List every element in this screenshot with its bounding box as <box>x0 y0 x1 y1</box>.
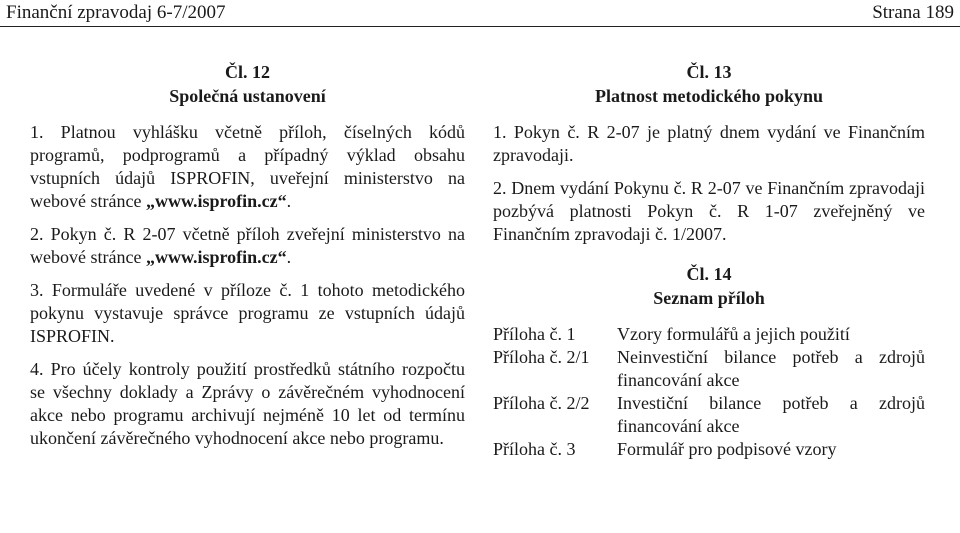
article-13-title: Platnost metodického pokynu <box>594 86 824 106</box>
item-text-end: . <box>286 247 292 267</box>
website-link: „www.isprofin.cz“ <box>145 247 287 267</box>
item-text-end: . <box>286 191 292 211</box>
website-link: „www.isprofin.cz“ <box>145 191 287 211</box>
left-column <box>30 60 465 450</box>
article-12-title: Společná ustanovení <box>169 86 326 106</box>
item-text: 1. Platnou vyhlášku včetně příloh, číselných kódů programů, podprogramů a případný výklad obsahu vstupních údajů ISPROFIN, uveřejní ministerstvo na webové stránce <box>30 122 465 211</box>
article-13-number: Čl. 13 <box>686 62 732 82</box>
article-13-item-1: 1. Pokyn č. R 2-07 je platný dnem vydání ve Finančním zpravodaji. <box>493 122 925 165</box>
article-14-title: Seznam příloh <box>653 288 765 308</box>
attachment-label: Příloha č. 3 <box>493 439 576 459</box>
page-header <box>0 0 960 27</box>
right-column <box>493 60 925 461</box>
attachment-description: Vzory formulářů a jejich použití <box>617 324 850 344</box>
attachment-row <box>493 346 925 392</box>
attachment-label: Příloha č. 1 <box>493 324 576 344</box>
attachment-row <box>493 323 925 346</box>
item-text: 2. Pokyn č. R 2-07 včetně příloh zveřejní ministerstvo na webové stránce <box>30 224 465 267</box>
attachments-list <box>493 323 925 461</box>
attachment-description: Formulář pro podpisové vzory <box>617 439 837 459</box>
attachment-row <box>493 392 925 438</box>
article-12-item-2 <box>30 223 465 269</box>
attachment-label: Příloha č. 2/1 <box>493 347 590 367</box>
article-12-item-4: 4. Pro účely kontroly použití prostředků státního rozpočtu se všechny doklady a Zprávy o závěrečném vyhodnocení akce nebo programu archivují nejméně 10 let od termínu ukončení závěrečného vyhodnocení akce nebo programu. <box>30 359 465 448</box>
article-12-number: Čl. 12 <box>225 62 270 82</box>
article-12-item-3: 3. Formuláře uvedené v příloze č. 1 tohoto metodického pokynu vystavuje správce programu ze vstupních údajů ISPROFIN. <box>30 280 465 346</box>
article-14-number: Čl. 14 <box>686 264 732 284</box>
article-13-item-2: 2. Dnem vydání Pokynu č. R 2-07 ve Finančním zpravodaji pozbývá platnosti Pokyn č. R 1-07 zveřejněný ve Finančním zpravodaji č. 1/2007. <box>493 178 925 244</box>
article-12-item-1 <box>30 121 465 213</box>
attachment-description: Investiční bilance potřeb a zdrojů financování akce <box>617 393 925 436</box>
attachment-description: Neinvestiční bilance potřeb a zdrojů financování akce <box>617 347 925 390</box>
publication-title: Finanční zpravodaj 6-7/2007 <box>6 2 226 23</box>
attachment-label: Příloha č. 2/2 <box>493 393 590 413</box>
page-number: Strana 189 <box>872 2 954 23</box>
attachment-row <box>493 438 925 461</box>
